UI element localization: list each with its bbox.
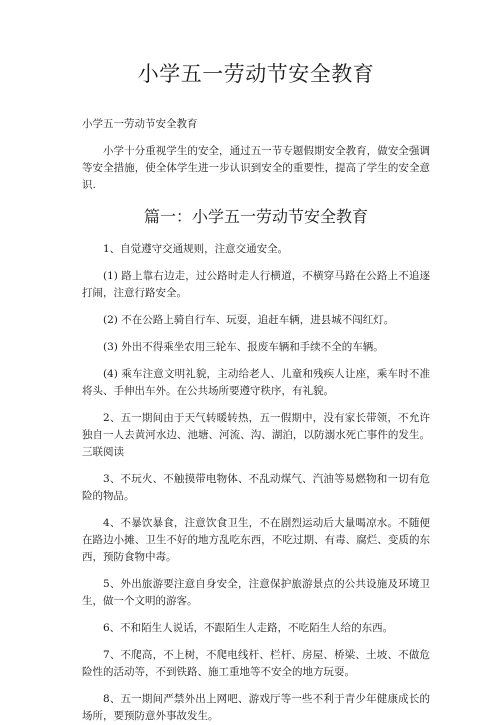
paragraph: (3) 外出不得乘坐农用三轮车、报废车辆和手续不全的车辆。	[103, 341, 384, 353]
paragraph: 4、不暴饮暴食，注意饮食卫生，不在剧烈运动后大量喝凉水。不随便在路边小摊、卫生不好的地方乱吃东西，不吃过期、有毒、腐烂、变质的东西，预防食物中毒。	[82, 517, 430, 563]
paragraph: 3、不玩火、不触摸带电物体、不乱动煤气、汽油等易燃物和一切有危险的物品。	[82, 473, 430, 502]
paragraph: (2) 不在公路上骑自行车、玩耍，追赶车辆，进县城不闯红灯。	[103, 314, 395, 326]
paragraph: 1、自觉遵守交通规则，注意交通安全。	[103, 243, 289, 255]
intro-label: 小学五一劳动节安全教育	[82, 118, 198, 130]
paragraph: 8、五一期间严禁外出上网吧、游戏厅等一些不利于青少年健康成长的场所，要预防意外事故发生。	[82, 693, 430, 722]
paragraph: 2、五一期间由于天气转暖转热，五一假期中，没有家长带领，不允许独自一人去黄河水边、池塘、河流、沟、湖泊，以防溺水死亡事件的发生。三联阅读	[82, 412, 430, 458]
paragraph: (4) 乘车注意文明礼貌，主动给老人、儿童和残疾人让座，乘车时不准将头、手伸出车外。在公共场所要遵守秩序，有礼貌。	[82, 368, 430, 397]
document-title: 小学五一劳动节安全教育	[137, 62, 375, 86]
intro-paragraph: 小学十分重视学生的安全，通过五一节专题假期安全教育，做安全强调等安全措施，使全体学生进一步认识到安全的重要性，提高了学生的安全意识.	[82, 145, 430, 191]
paragraph: 6、不和陌生人说话，不跟陌生人走路，不吃陌生人给的东西。	[103, 622, 394, 634]
paragraph: 7、不爬高，不上树，不爬电线杆、栏杆、房屋、桥梁、土坡、不做危险性的活动等，不到铁路、施工重地等不安全的地方玩耍。	[82, 649, 430, 678]
section-title: 篇一：小学五一劳动节安全教育	[143, 207, 368, 226]
paragraph: 5、外出旅游要注意自身安全，注意保护旅游景点的公共设施及环境卫生，做一个文明的游客。	[82, 578, 430, 607]
paragraph: (1) 路上靠右边走，过公路时走人行横道，不横穿马路在公路上不追逐打闹，注意行路安全。	[82, 270, 430, 299]
